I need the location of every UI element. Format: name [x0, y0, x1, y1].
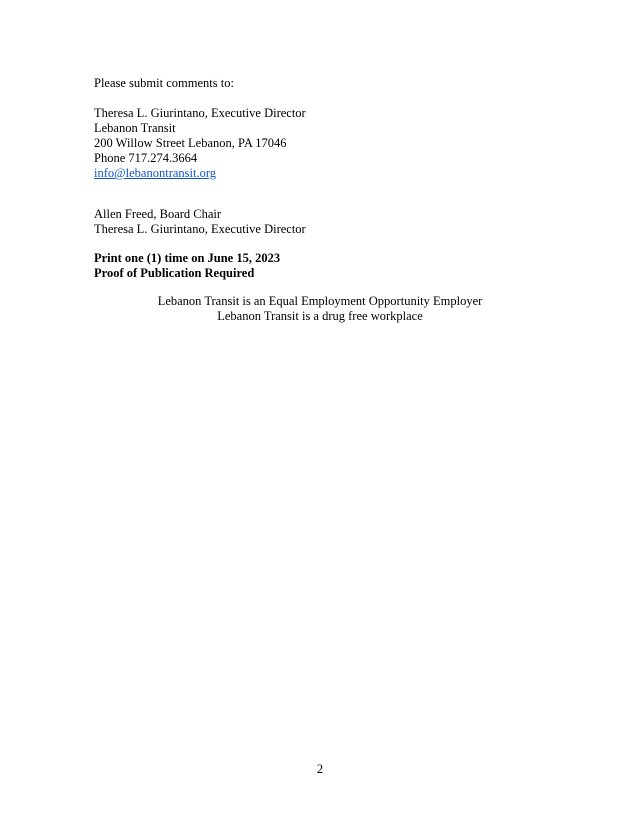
proof-required-note: Proof of Publication Required	[94, 266, 255, 280]
contact-block	[94, 106, 306, 181]
contact-phone: Phone 717.274.3664	[94, 151, 198, 165]
print-note-block	[94, 251, 280, 281]
eeo-statement: Lebanon Transit is an Equal Employment Opportunity Employer	[157, 294, 483, 308]
contact-address: 200 Willow Street Lebanon, PA 17046	[94, 136, 287, 150]
signers-block	[94, 207, 306, 237]
contact-organization: Lebanon Transit	[94, 121, 176, 135]
submit-comments-intro	[94, 76, 234, 91]
contact-name-title: Theresa L. Giurintano, Executive Director	[94, 106, 306, 120]
signer-executive-director: Theresa L. Giurintano, Executive Director	[94, 222, 306, 236]
signer-board-chair: Allen Freed, Board Chair	[94, 207, 222, 221]
print-date-note: Print one (1) time on June 15, 2023	[94, 251, 281, 265]
intro-text: Please submit comments to:	[94, 76, 234, 90]
employer-statements	[0, 294, 640, 324]
drug-free-statement: Lebanon Transit is a drug free workplace	[217, 309, 423, 323]
contact-email-link[interactable]: info@lebanontransit.org	[94, 166, 217, 180]
page-number: 2	[316, 762, 324, 776]
